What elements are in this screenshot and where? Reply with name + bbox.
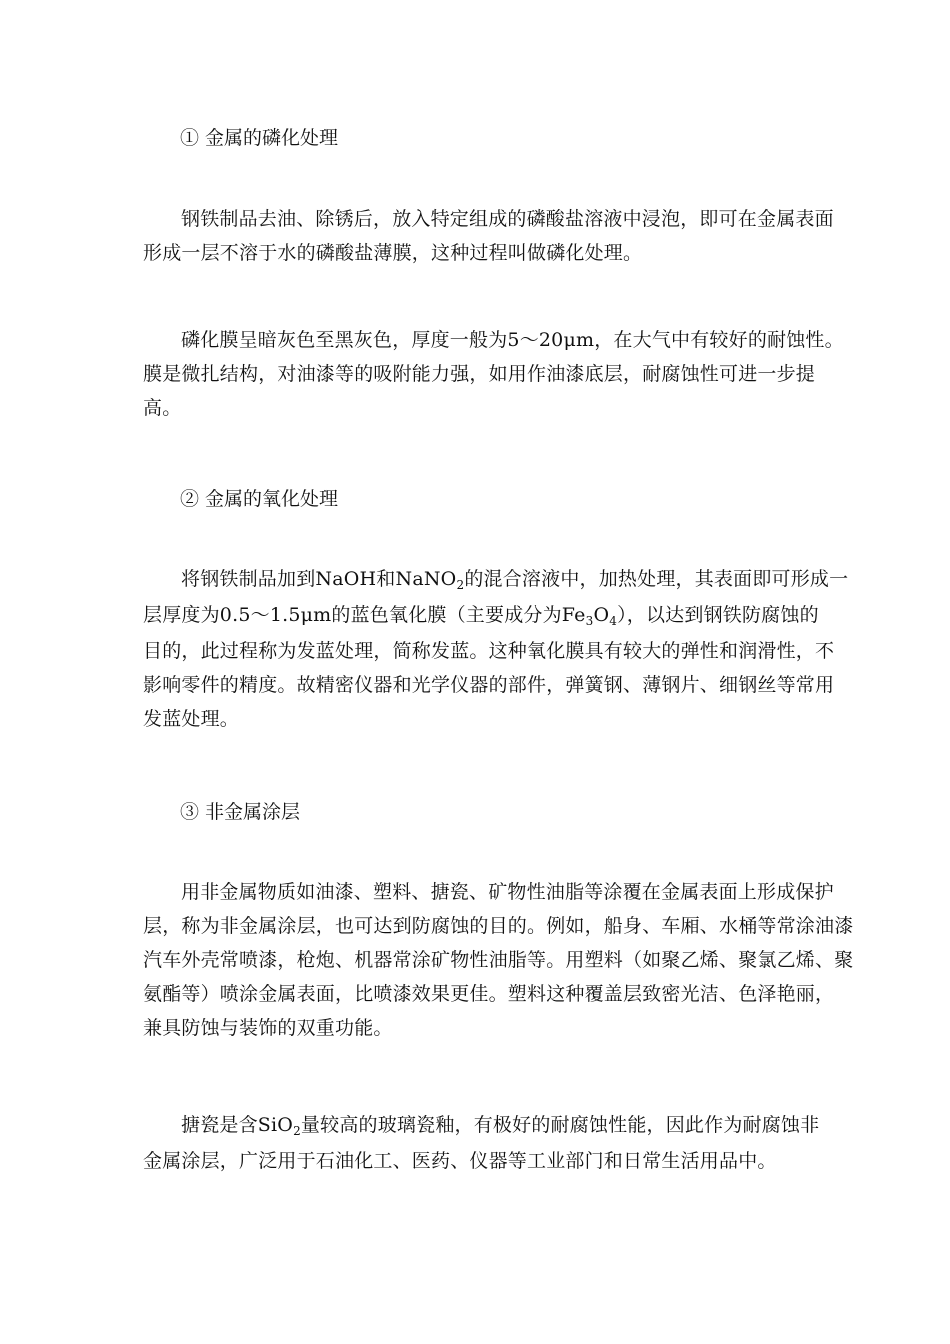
text-fragment: 将钢铁制品加到NaOH和NaNO xyxy=(181,568,457,590)
paragraph xyxy=(143,875,854,1045)
text-line: 形成一层不溶于水的磷酸盐薄膜，这种过程叫做磷化处理。 xyxy=(143,242,643,264)
subscript: 4 xyxy=(609,614,618,628)
text-line: 钢铁制品去油、除锈后，放入特定组成的磷酸盐溶液中浸泡，即可在金属表面 xyxy=(181,208,834,230)
text-line: 磷化膜呈暗灰色至黑灰色，厚度一般为5～20μm，在大气中有较好的耐蚀性。 xyxy=(181,329,844,351)
text-line: 目的，此过程称为发蓝处理，简称发蓝。这种氧化膜具有较大的弹性和润滑性，不 xyxy=(143,640,835,662)
text-line: 汽车外壳常喷漆，枪炮、机器常涂矿物性油脂等。用塑料（如聚乙烯、聚氯乙烯、聚 xyxy=(143,949,854,971)
subscript: 3 xyxy=(585,614,594,628)
paragraph xyxy=(143,323,844,425)
text-line: 膜是微扎结构，对油漆等的吸附能力强，如用作油漆底层，耐腐蚀性可进一步提 xyxy=(143,363,816,385)
section-heading-phosphating: ① 金属的磷化处理 xyxy=(180,127,339,149)
subscript: 2 xyxy=(293,1124,301,1138)
text-fragment: 量较高的玻璃瓷釉，有极好的耐腐蚀性能，因此作为耐腐蚀非 xyxy=(300,1114,820,1136)
paragraph xyxy=(143,1108,823,1178)
section-heading-nonmetal-coating: ③ 非金属涂层 xyxy=(180,801,301,823)
text-line: 影响零件的精度。故精密仪器和光学仪器的部件，弹簧钢、薄钢片、细钢丝等常用 xyxy=(143,674,835,696)
subscript: 2 xyxy=(456,578,465,592)
text-line: 层，称为非金属涂层，也可达到防腐蚀的目的。例如，船身、车厢、水桶等常涂油漆 xyxy=(143,915,854,937)
text-line: 金属涂层，广泛用于石油化工、医药、仪器等工业部门和日常生活用品中。 xyxy=(143,1150,777,1172)
text-line: 发蓝处理。 xyxy=(143,708,240,730)
text-line: 氨酯等）喷涂金属表面，比喷漆效果更佳。塑料这种覆盖层致密光洁、色泽艳丽， xyxy=(143,983,835,1005)
text-line xyxy=(143,562,849,598)
text-line: 用非金属物质如油漆、塑料、搪瓷、矿物性油脂等涂覆在金属表面上形成保护 xyxy=(181,881,834,903)
paragraph xyxy=(143,202,834,270)
text-line xyxy=(143,1108,823,1144)
text-fragment: ），以达到钢铁防腐蚀的 xyxy=(617,604,819,626)
section-heading-oxidation: ② 金属的氧化处理 xyxy=(180,488,339,510)
text-fragment: 搪瓷是含SiO xyxy=(181,1114,294,1136)
text-line: 高。 xyxy=(143,397,182,419)
text-line: 兼具防蚀与装饰的双重功能。 xyxy=(143,1017,393,1039)
text-fragment: 层厚度为0.5～1.5μm的蓝色氧化膜（主要成分为Fe xyxy=(143,604,586,626)
text-fragment: 的混合溶液中，加热处理，其表面即可形成一 xyxy=(464,568,849,590)
paragraph xyxy=(143,562,849,736)
text-fragment: O xyxy=(593,604,610,626)
text-line xyxy=(143,598,823,634)
